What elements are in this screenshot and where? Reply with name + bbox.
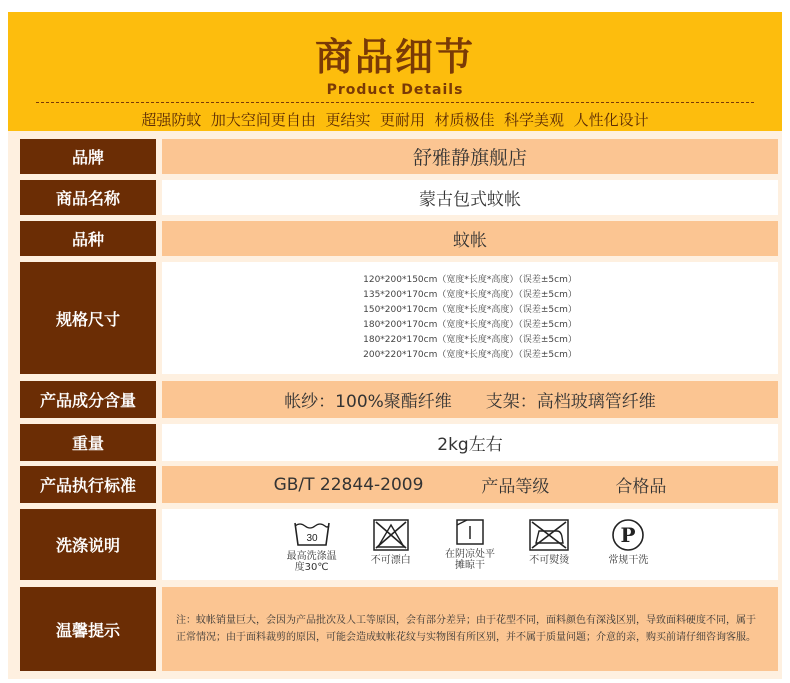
row-brand: [20, 139, 778, 174]
size-item: 200*220*170cm（宽度*长度*高度）（误差±5cm）: [363, 350, 577, 360]
wash-item: [430, 517, 509, 571]
wash-label: 在阴凉处平摊晾干: [445, 548, 495, 571]
header-banner: [8, 12, 782, 131]
row-label: 洗涤说明: [20, 509, 156, 580]
size-item: 135*200*170cm（宽度*长度*高度）（误差±5cm）: [363, 290, 577, 300]
row-label: 产品成分含量: [20, 381, 156, 418]
wash-label: 不可熨烫: [529, 554, 570, 566]
row-label: 品种: [20, 221, 156, 256]
wash-label: 最高洗涤温度30℃: [286, 550, 337, 573]
row-composition: [20, 381, 778, 418]
wash-label: 不可漂白: [370, 554, 411, 566]
wash-icons: [162, 517, 778, 573]
net-composition: 帐纱：100%聚酯纤维: [284, 392, 452, 412]
row-tips: [20, 587, 778, 671]
size-item: 180*200*170cm（宽度*长度*高度）（误差±5cm）: [363, 320, 577, 330]
svg-text:P: P: [620, 522, 636, 547]
svg-text:30: 30: [306, 532, 318, 544]
row-label: 重量: [20, 424, 156, 461]
row-name: [20, 180, 778, 215]
name-value: 蒙古包式蚊帐: [162, 180, 778, 215]
header-tags: 超强防蚊 加大空间更自由 更结实 更耐用 材质极佳 科学美观 人性化设计: [141, 111, 649, 129]
size-list: [363, 273, 577, 363]
size-item: 180*220*170cm（宽度*长度*高度）（误差±5cm）: [363, 335, 577, 345]
row-label: 规格尺寸: [20, 262, 156, 374]
row-label: 产品执行标准: [20, 466, 156, 503]
wash-item: [351, 517, 430, 566]
wash-item: [589, 517, 668, 566]
wash-label: 常规干洗: [608, 554, 649, 566]
frame-composition: 支架：高档玻璃管纤维: [485, 392, 656, 412]
shade-dry-icon: [453, 517, 487, 547]
standard-value: [162, 466, 778, 503]
wash-item: [272, 517, 351, 573]
no-iron-icon: [527, 517, 571, 553]
row-standard: [20, 466, 778, 503]
composition-value: [162, 381, 778, 418]
header-subtitle: Product Details: [326, 82, 464, 98]
no-bleach-icon: [371, 517, 411, 553]
grade-value: 合格品: [615, 477, 667, 497]
row-wash: [20, 509, 778, 580]
header-divider: [36, 102, 754, 103]
tips-value: 注：蚊帐销量巨大，会因为产品批次及人工等原因，会有部分差异；由于花型不同，面料颜色有深浅区别，导致面料硬度不同，属于正常情况；由于面料裁剪的原因，可能会造成蚊帐花纹与实物图有所区别，并不属于质量问题；介意的亲，购买前请仔细咨询客服。: [162, 587, 778, 671]
brand-value: 舒雅静旗舰店: [162, 139, 778, 174]
row-label: 品牌: [20, 139, 156, 174]
row-label: 商品名称: [20, 180, 156, 215]
row-kind: [20, 221, 778, 256]
grade-label: 产品等级: [481, 477, 550, 497]
row-size: [20, 262, 778, 374]
dry-clean-p-icon: [610, 517, 646, 553]
wash-30-icon: [292, 517, 332, 549]
standard-code: GB/T 22844-2009: [273, 474, 424, 495]
size-item: 120*200*150cm（宽度*长度*高度）（误差±5cm）: [363, 275, 577, 285]
wash-item: [510, 517, 589, 566]
weight-value: 2kg左右: [162, 424, 778, 461]
header-title: 商品细节: [314, 35, 475, 79]
size-value: [162, 262, 778, 374]
wash-value: [162, 509, 778, 580]
details-table: [8, 131, 782, 679]
row-label: 温馨提示: [20, 587, 156, 671]
row-weight: [20, 424, 778, 461]
size-item: 150*200*170cm（宽度*长度*高度）（误差±5cm）: [363, 305, 577, 315]
kind-value: 蚊帐: [162, 221, 778, 256]
